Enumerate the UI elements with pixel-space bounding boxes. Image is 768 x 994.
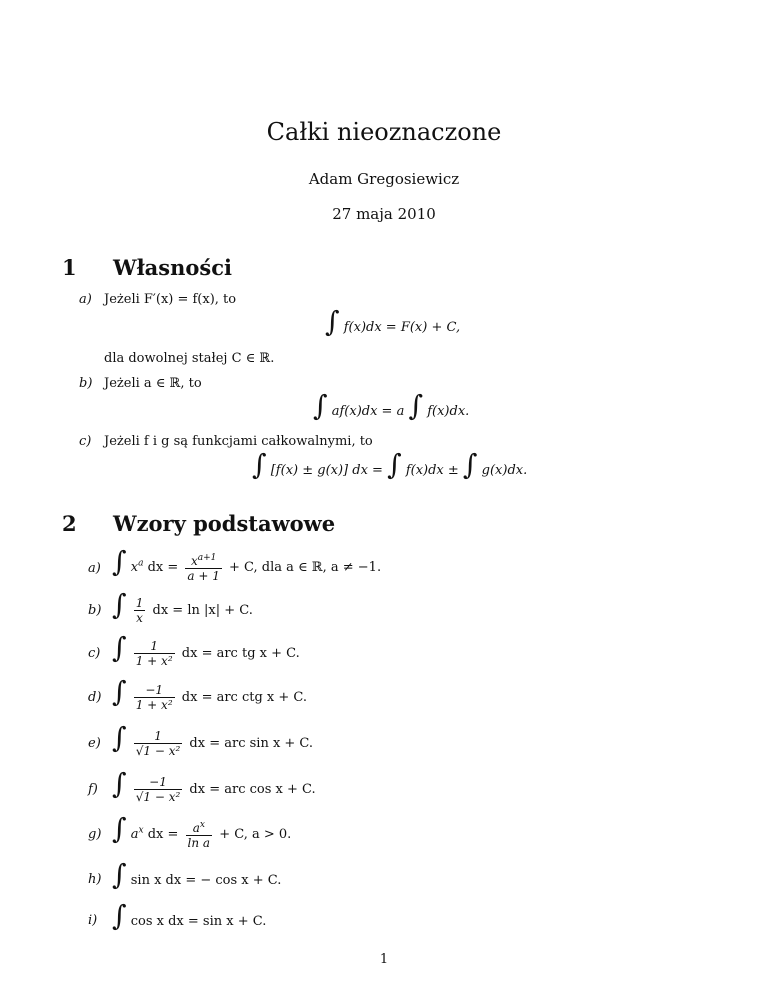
integral-sign-icon: ∫: [112, 767, 127, 800]
document-author: Adam Gregosiewicz: [308, 170, 460, 188]
integral-sign-icon: ∫: [112, 631, 127, 664]
formula: [313, 389, 469, 422]
formula: ∫ $\frac{1}{x}$ dx = ln |x| + C.: [112, 588, 253, 625]
item-label: a): [88, 561, 101, 576]
item-label: f): [88, 782, 98, 797]
fraction: $\frac{1}{x}$: [135, 596, 144, 625]
formula: ∫ sin x dx = − cos x + C.: [112, 858, 282, 891]
fraction: $\frac{x^{a+1}}{a + 1}$: [187, 552, 220, 583]
formula: ∫ $\frac{1}{\text{√1 − x²}}$ dx = arc sin x + C.: [112, 721, 314, 758]
integral-sign-icon: ∫: [462, 448, 478, 481]
item-text: Jeżeli f i g są funkcjami całkowalnymi, to: [104, 434, 373, 449]
formula: ∫ $\frac{1}{\text{1 + x²}}$ dx = arc tg x + C.: [112, 631, 300, 668]
fraction: $\frac{-1}{\text{√1 − x²}}$: [135, 775, 181, 804]
document-date: 27 maja 2010: [332, 205, 436, 223]
formula-body: af(x)dx = a: [331, 404, 405, 419]
integral-sign-icon: ∫: [112, 858, 127, 891]
item-text: Jeżeli a ∈ ℝ, to: [104, 376, 202, 391]
formula-body: f(x)dx ±: [405, 463, 459, 478]
item-text: Jeżeli F′(x) = f(x), to: [104, 292, 237, 307]
section-title: Wzory podstawowe: [113, 511, 336, 536]
item-label: g): [88, 827, 102, 842]
formula-body: g(x)dx.: [481, 463, 528, 478]
formula: [325, 305, 460, 338]
integral-sign-icon: ∫: [252, 448, 267, 481]
item-label: c): [88, 646, 101, 661]
formula: [252, 448, 527, 481]
page-number: 1: [379, 952, 389, 967]
formula-body: [f(x) ± g(x)] dx =: [270, 463, 383, 478]
fraction: $\frac{1}{\text{1 + x²}}$: [135, 639, 173, 668]
item-label: d): [88, 690, 102, 705]
fraction: $\frac{a^x}{\text{ln a}}$: [187, 819, 211, 850]
section-title: Własności: [113, 255, 232, 280]
document-title: Całki nieoznaczone: [266, 118, 502, 146]
integral-sign-icon: ∫: [112, 721, 127, 754]
integral-sign-icon: ∫: [112, 675, 127, 708]
item-label: a): [79, 292, 92, 307]
item-label: i): [88, 913, 98, 928]
formula: ∫ $\frac{-1}{\text{√1 − x²}}$ dx = arc cos x + C.: [112, 767, 316, 804]
section-number: 1: [62, 255, 77, 280]
item-label: h): [88, 872, 102, 887]
integral-sign-icon: ∫: [325, 305, 340, 338]
integral-sign-icon: ∫: [313, 389, 328, 422]
formula: ∫ $a^x$ dx = $\frac{a^x}{\text{ln a}}$ + C, a > 0.: [112, 812, 292, 850]
formula: ∫ $\frac{-1}{\text{1 + x²}}$ dx = arc ctg x + C.: [112, 675, 308, 712]
integral-sign-icon: ∫: [112, 899, 127, 932]
item-label: e): [88, 736, 101, 751]
integral-sign-icon: ∫: [112, 588, 127, 621]
formula: ∫ $x^a$ dx = $\frac{x^{a+1}}{a + 1}$ + C, dla a ∈ ℝ, a ≠ −1.: [112, 545, 382, 583]
integral-sign-icon: ∫: [112, 812, 127, 845]
fraction: $\frac{-1}{\text{1 + x²}}$: [135, 683, 173, 712]
item-note: dla dowolnej stałej C ∈ ℝ.: [104, 351, 275, 366]
fraction: $\frac{1}{\text{√1 − x²}}$: [135, 729, 181, 758]
item-label: b): [88, 603, 102, 618]
integral-sign-icon: ∫: [408, 389, 424, 422]
item-label: b): [79, 376, 93, 391]
section-number: 2: [62, 511, 77, 536]
integral-sign-icon: ∫: [112, 545, 127, 578]
item-label: c): [79, 434, 92, 449]
formula: ∫ cos x dx = sin x + C.: [112, 899, 267, 932]
integral-sign-icon: ∫: [387, 448, 402, 481]
formula-body: f(x)dx.: [427, 404, 470, 419]
formula-body: f(x)dx = F(x) + C,: [343, 320, 461, 335]
